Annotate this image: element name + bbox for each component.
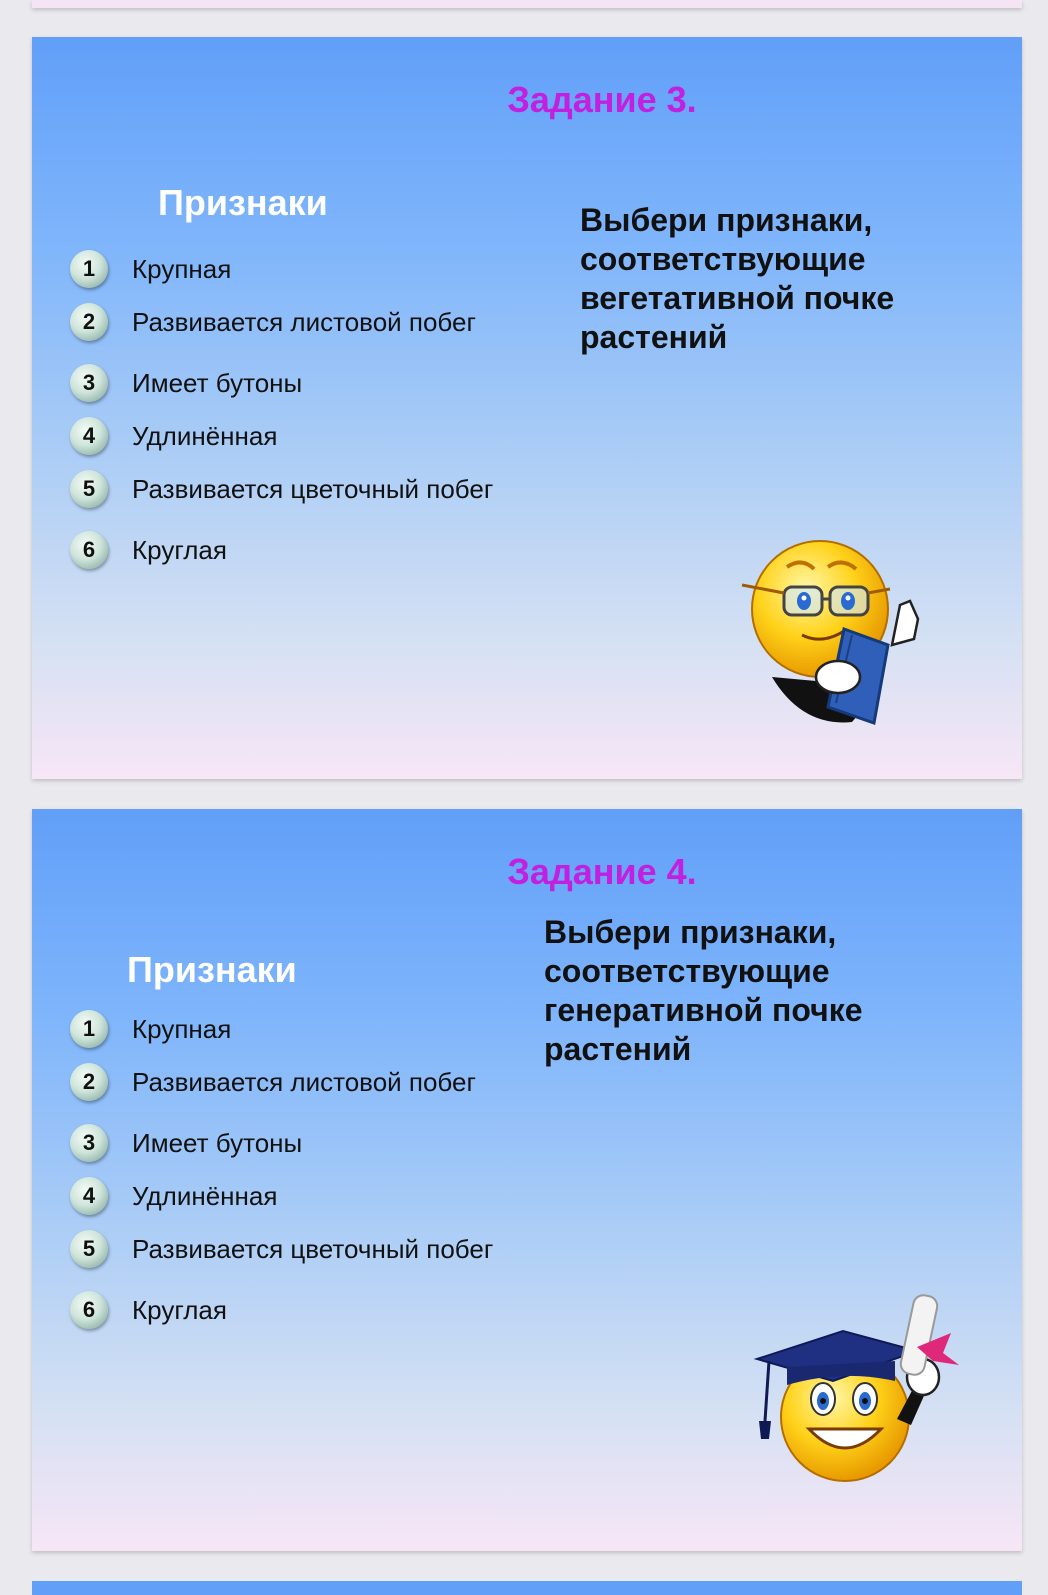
sign-item [70,530,590,570]
sign-item [70,1009,590,1049]
sign-text: Развивается листовой побег [132,306,476,337]
sign-text: Крупная [132,253,232,284]
slide-title: Задание 3. [507,79,697,120]
sign-item [70,1290,590,1330]
number-badge: 6 [70,1291,108,1329]
sign-item [70,416,590,456]
next-slide-edge[interactable] [32,1581,1022,1595]
sign-text: Развивается цветочный побег [132,473,494,504]
number-badge: 1 [70,250,108,288]
slide-title: Задание 4. [507,851,697,892]
slide-task-3[interactable] [32,37,1022,779]
number-badge: 3 [70,1124,108,1162]
sign-text: Удлинённая [132,420,278,451]
sign-item [70,249,590,289]
number-badge: 6 [70,531,108,569]
sign-text: Имеет бутоны [132,1127,303,1158]
sign-text: Имеет бутоны [132,367,303,398]
number-badge: 4 [70,1177,108,1215]
task-instruction: Выбери признаки, соответствующие вегетативной почке растений [580,202,895,355]
smiley-teacher-icon [732,527,932,737]
sign-item [70,1062,590,1102]
number-badge: 3 [70,364,108,402]
sign-text: Удлинённая [132,1180,278,1211]
sign-text: Круглая [132,534,227,565]
number-badge: 2 [70,303,108,341]
sign-text: Крупная [132,1013,232,1044]
sign-item [70,1123,590,1163]
number-badge: 2 [70,1063,108,1101]
slide-task-4[interactable] [32,809,1022,1551]
sign-item [70,363,590,403]
sign-item [70,302,590,342]
sign-item [70,469,590,509]
sign-item [70,1229,590,1269]
signs-heading: Признаки [127,949,297,990]
signs-heading: Признаки [158,182,328,223]
smiley-graduate-icon [747,1289,972,1499]
sign-text: Развивается цветочный побег [132,1233,494,1264]
sign-item [70,1176,590,1216]
task-instruction: Выбери признаки, соответствующие генеративной почке растений [544,914,863,1067]
previous-slide-edge[interactable] [32,0,1022,8]
sign-text: Развивается листовой побег [132,1066,476,1097]
number-badge: 4 [70,417,108,455]
sign-text: Круглая [132,1294,227,1325]
number-badge: 5 [70,470,108,508]
number-badge: 5 [70,1230,108,1268]
number-badge: 1 [70,1010,108,1048]
